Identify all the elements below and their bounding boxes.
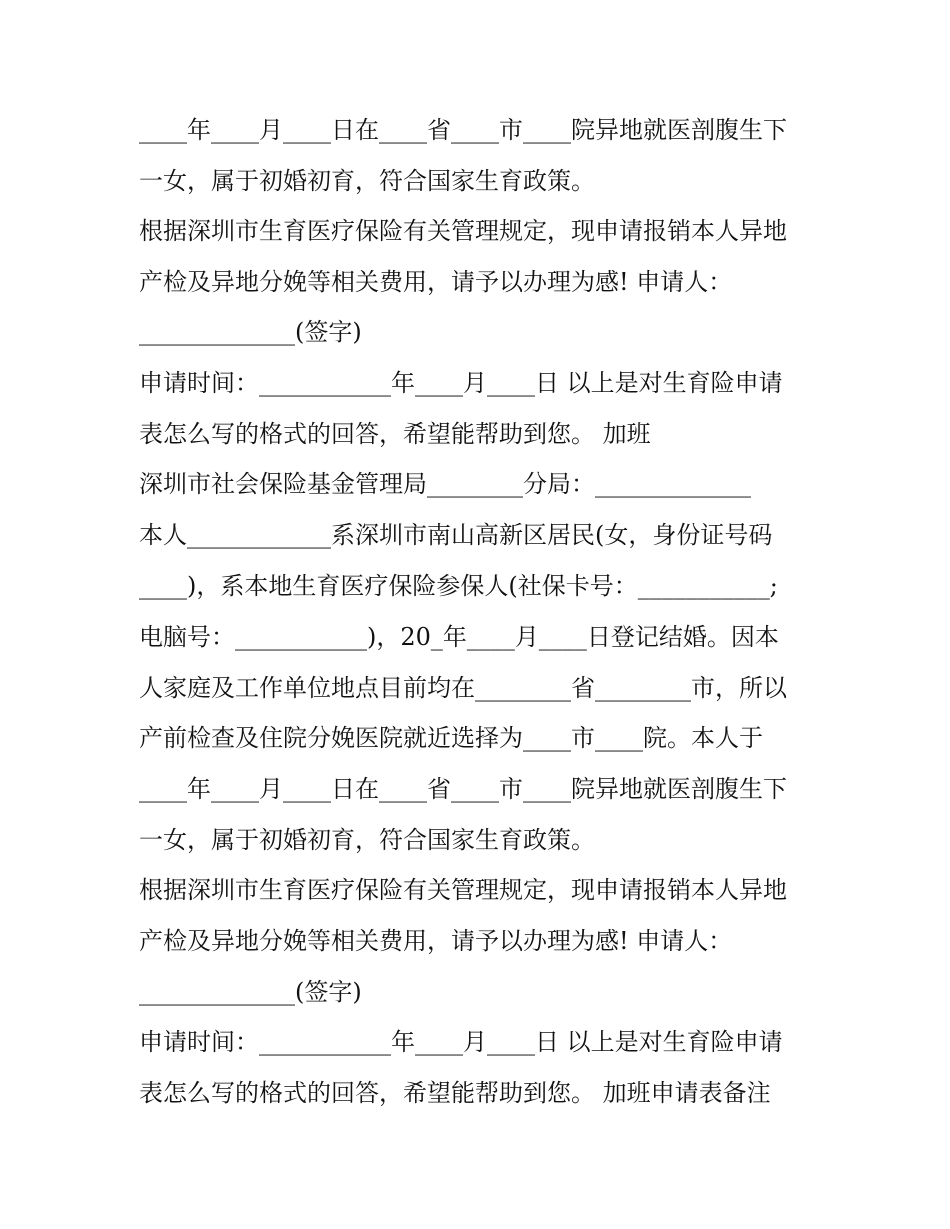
text-line: 产检及异地分娩等相关费用，请予以办理为感! 申请人： — [139, 268, 733, 296]
text-line: ____)，系本地生育医疗保险参保人(社保卡号：___________; — [139, 572, 778, 600]
text-line: 深圳市社会保险基金管理局________分局：_____________ — [139, 470, 751, 498]
text-line: 产前检查及住院分娩医院就近选择为____市____院。本人于 — [139, 724, 763, 752]
text-line: 电脑号：___________)，20_年____月____日登记结婚。因本 — [139, 623, 779, 651]
text-line: 一女，属于初婚初育，符合国家生育政策。 — [139, 826, 595, 854]
text-line: 申请时间：___________年____月____日 以上是对生育险申请 — [139, 369, 783, 397]
text-line: ____年____月____日在____省____市____院异地就医剖腹生下 — [139, 116, 787, 144]
text-line: 产检及异地分娩等相关费用，请予以办理为感! 申请人： — [139, 927, 733, 955]
text-line: 根据深圳市生育医疗保险有关管理规定，现申请报销本人异地 — [139, 217, 787, 245]
text-line: 表怎么写的格式的回答，希望能帮助到您。 加班申请表备注 — [139, 1079, 771, 1107]
text-line: 表怎么写的格式的回答，希望能帮助到您。 加班 — [139, 420, 651, 448]
signature-line: _____________(签字) — [139, 318, 362, 346]
text-line: 申请时间：___________年____月____日 以上是对生育险申请 — [139, 1028, 783, 1056]
signature-line: _____________(签字) — [139, 978, 362, 1006]
text-line: 一女，属于初婚初育，符合国家生育政策。 — [139, 167, 595, 195]
text-line: ____年____月____日在____省____市____院异地就医剖腹生下 — [139, 775, 787, 803]
text-line: 本人____________系深圳市南山高新区居民(女，身份证号码 — [139, 521, 773, 549]
text-line: 根据深圳市生育医疗保险有关管理规定，现申请报销本人异地 — [139, 876, 787, 904]
text-line: 人家庭及工作单位地点目前均在________省________市，所以 — [139, 674, 787, 702]
